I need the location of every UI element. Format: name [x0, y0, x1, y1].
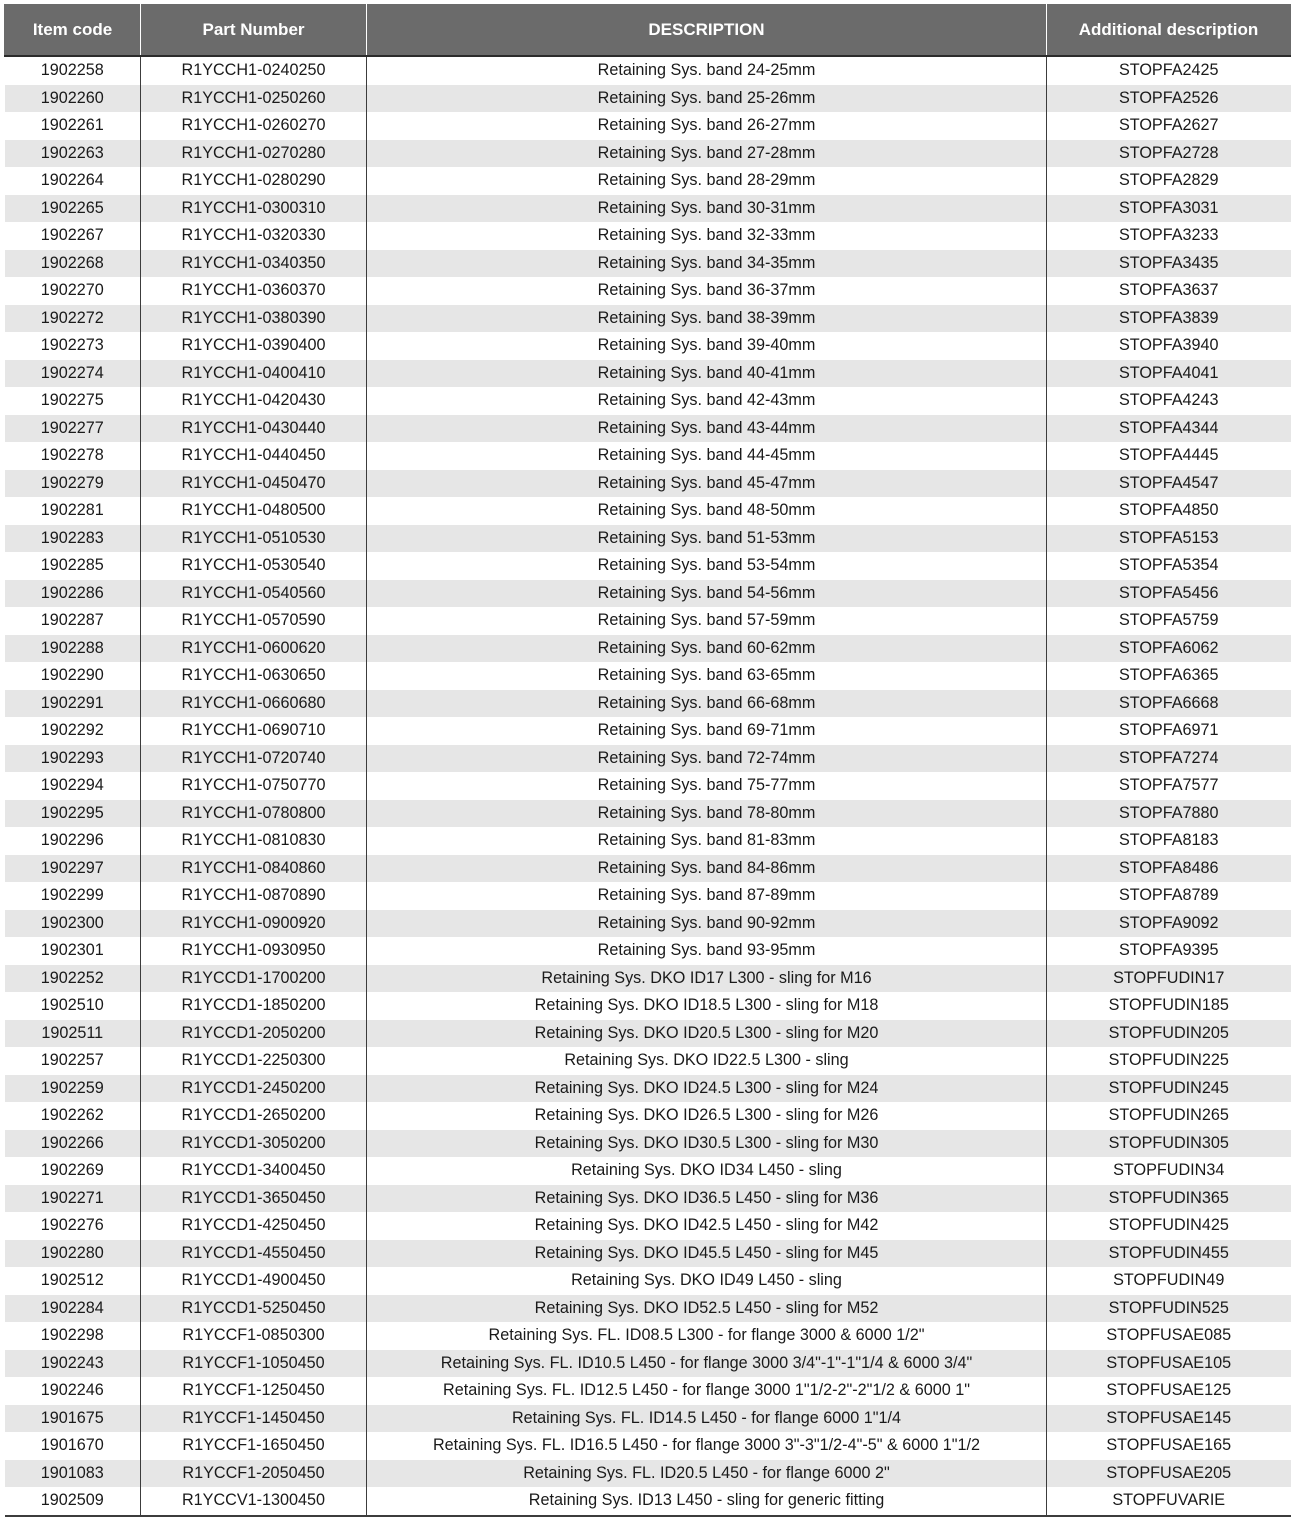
description-cell: Retaining Sys. band 60-62mm [367, 635, 1047, 663]
additional-description-cell: STOPFA3031 [1047, 195, 1291, 223]
table-row [5, 1432, 1291, 1460]
part-number-cell: R1YCCD1-4250450 [141, 1212, 367, 1240]
description-cell: Retaining Sys. DKO ID45.5 L450 - sling for M45 [367, 1240, 1047, 1268]
part-number-cell: R1YCCH1-0660680 [141, 690, 367, 718]
description-cell: Retaining Sys. band 34-35mm [367, 250, 1047, 278]
additional-description-cell: STOPFA5456 [1047, 580, 1291, 608]
table-row [5, 1487, 1291, 1516]
table-row [5, 497, 1291, 525]
parts-table [4, 4, 1291, 1517]
table-row [5, 525, 1291, 553]
part-number-cell: R1YCCH1-0630650 [141, 662, 367, 690]
item-code-cell: 1902296 [5, 827, 141, 855]
item-code-cell: 1902270 [5, 277, 141, 305]
table-row [5, 690, 1291, 718]
part-number-cell: R1YCCH1-0780800 [141, 800, 367, 828]
part-number-cell: R1YCCH1-0440450 [141, 442, 367, 470]
description-cell: Retaining Sys. FL. ID08.5 L300 - for flange 3000 & 6000 1/2" [367, 1322, 1047, 1350]
table-row [5, 85, 1291, 113]
table-row [5, 717, 1291, 745]
description-cell: Retaining Sys. band 32-33mm [367, 222, 1047, 250]
item-code-cell: 1902512 [5, 1267, 141, 1295]
description-cell: Retaining Sys. DKO ID22.5 L300 - sling [367, 1047, 1047, 1075]
table-row [5, 56, 1291, 85]
description-cell: Retaining Sys. FL. ID10.5 L450 - for flange 3000 3/4"-1"-1"1/4 & 6000 3/4" [367, 1350, 1047, 1378]
item-code-cell: 1902259 [5, 1075, 141, 1103]
header-row [5, 4, 1291, 56]
additional-description-cell: STOPFUDIN455 [1047, 1240, 1291, 1268]
additional-description-cell: STOPFA7577 [1047, 772, 1291, 800]
part-number-cell: R1YCCF1-1450450 [141, 1405, 367, 1433]
part-number-cell: R1YCCH1-0720740 [141, 745, 367, 773]
item-code-cell: 1902271 [5, 1185, 141, 1213]
item-code-cell: 1902274 [5, 360, 141, 388]
description-cell: Retaining Sys. DKO ID34 L450 - sling [367, 1157, 1047, 1185]
table-row [5, 992, 1291, 1020]
item-code-cell: 1902243 [5, 1350, 141, 1378]
item-code-cell: 1902260 [5, 85, 141, 113]
table-row [5, 305, 1291, 333]
table-row [5, 1075, 1291, 1103]
part-number-cell: R1YCCH1-0450470 [141, 470, 367, 498]
table-row [5, 222, 1291, 250]
description-cell: Retaining Sys. band 81-83mm [367, 827, 1047, 855]
additional-description-cell: STOPFA6062 [1047, 635, 1291, 663]
additional-description-cell: STOPFA7880 [1047, 800, 1291, 828]
item-code-cell: 1901675 [5, 1405, 141, 1433]
table-row [5, 937, 1291, 965]
item-code-cell: 1902284 [5, 1295, 141, 1323]
item-code-cell: 1902294 [5, 772, 141, 800]
table-row [5, 965, 1291, 993]
table-row [5, 1405, 1291, 1433]
part-number-cell: R1YCCH1-0480500 [141, 497, 367, 525]
part-number-cell: R1YCCH1-0340350 [141, 250, 367, 278]
additional-description-cell: STOPFA3435 [1047, 250, 1291, 278]
part-number-cell: R1YCCH1-0250260 [141, 85, 367, 113]
table-row [5, 800, 1291, 828]
item-code-cell: 1902263 [5, 140, 141, 168]
description-cell: Retaining Sys. DKO ID18.5 L300 - sling for M18 [367, 992, 1047, 1020]
description-cell: Retaining Sys. band 63-65mm [367, 662, 1047, 690]
additional-description-cell: STOPFUDIN225 [1047, 1047, 1291, 1075]
table-row [5, 552, 1291, 580]
additional-description-cell: STOPFA4344 [1047, 415, 1291, 443]
header-additional-description: Additional description [1047, 4, 1291, 56]
item-code-cell: 1902299 [5, 882, 141, 910]
item-code-cell: 1901083 [5, 1460, 141, 1488]
item-code-cell: 1902285 [5, 552, 141, 580]
description-cell: Retaining Sys. FL. ID16.5 L450 - for flange 3000 3"-3"1/2-4"-5" & 6000 1"1/2 [367, 1432, 1047, 1460]
item-code-cell: 1902509 [5, 1487, 141, 1516]
item-code-cell: 1902292 [5, 717, 141, 745]
part-number-cell: R1YCCD1-4550450 [141, 1240, 367, 1268]
item-code-cell: 1902280 [5, 1240, 141, 1268]
part-number-cell: R1YCCH1-0420430 [141, 387, 367, 415]
description-cell: Retaining Sys. band 53-54mm [367, 552, 1047, 580]
description-cell: Retaining Sys. band 78-80mm [367, 800, 1047, 828]
parts-table-container [4, 4, 1290, 1517]
additional-description-cell: STOPFUVARIE [1047, 1487, 1291, 1516]
part-number-cell: R1YCCF1-1650450 [141, 1432, 367, 1460]
description-cell: Retaining Sys. band 43-44mm [367, 415, 1047, 443]
description-cell: Retaining Sys. band 54-56mm [367, 580, 1047, 608]
description-cell: Retaining Sys. FL. ID20.5 L450 - for flange 6000 2" [367, 1460, 1047, 1488]
table-row [5, 607, 1291, 635]
item-code-cell: 1902267 [5, 222, 141, 250]
part-number-cell: R1YCCH1-0870890 [141, 882, 367, 910]
description-cell: Retaining Sys. band 36-37mm [367, 277, 1047, 305]
item-code-cell: 1902510 [5, 992, 141, 1020]
item-code-cell: 1902269 [5, 1157, 141, 1185]
item-code-cell: 1902297 [5, 855, 141, 883]
additional-description-cell: STOPFA3940 [1047, 332, 1291, 360]
additional-description-cell: STOPFA4445 [1047, 442, 1291, 470]
description-cell: Retaining Sys. DKO ID52.5 L450 - sling for M52 [367, 1295, 1047, 1323]
description-cell: Retaining Sys. band 27-28mm [367, 140, 1047, 168]
part-number-cell: R1YCCH1-0930950 [141, 937, 367, 965]
table-row [5, 250, 1291, 278]
description-cell: Retaining Sys. band 84-86mm [367, 855, 1047, 883]
table-row [5, 662, 1291, 690]
additional-description-cell: STOPFA3839 [1047, 305, 1291, 333]
item-code-cell: 1902277 [5, 415, 141, 443]
item-code-cell: 1902281 [5, 497, 141, 525]
item-code-cell: 1902258 [5, 56, 141, 85]
table-row [5, 1212, 1291, 1240]
additional-description-cell: STOPFUDIN49 [1047, 1267, 1291, 1295]
item-code-cell: 1902275 [5, 387, 141, 415]
part-number-cell: R1YCCH1-0390400 [141, 332, 367, 360]
additional-description-cell: STOPFA5759 [1047, 607, 1291, 635]
additional-description-cell: STOPFUDIN305 [1047, 1130, 1291, 1158]
item-code-cell: 1902288 [5, 635, 141, 663]
table-row [5, 387, 1291, 415]
item-code-cell: 1902264 [5, 167, 141, 195]
additional-description-cell: STOPFUSAE125 [1047, 1377, 1291, 1405]
description-cell: Retaining Sys. DKO ID26.5 L300 - sling for M26 [367, 1102, 1047, 1130]
additional-description-cell: STOPFA6365 [1047, 662, 1291, 690]
additional-description-cell: STOPFUDIN365 [1047, 1185, 1291, 1213]
additional-description-cell: STOPFA6668 [1047, 690, 1291, 718]
additional-description-cell: STOPFA5153 [1047, 525, 1291, 553]
table-row [5, 1047, 1291, 1075]
additional-description-cell: STOPFUDIN205 [1047, 1020, 1291, 1048]
item-code-cell: 1902246 [5, 1377, 141, 1405]
table-row [5, 1185, 1291, 1213]
part-number-cell: R1YCCD1-3400450 [141, 1157, 367, 1185]
part-number-cell: R1YCCH1-0810830 [141, 827, 367, 855]
part-number-cell: R1YCCV1-1300450 [141, 1487, 367, 1516]
part-number-cell: R1YCCH1-0240250 [141, 56, 367, 85]
additional-description-cell: STOPFA4850 [1047, 497, 1291, 525]
description-cell: Retaining Sys. FL. ID12.5 L450 - for flange 3000 1"1/2-2"-2"1/2 & 6000 1" [367, 1377, 1047, 1405]
description-cell: Retaining Sys. band 26-27mm [367, 112, 1047, 140]
table-body [5, 56, 1291, 1516]
item-code-cell: 1902266 [5, 1130, 141, 1158]
description-cell: Retaining Sys. band 39-40mm [367, 332, 1047, 360]
header-part-number: Part Number [141, 4, 367, 56]
description-cell: Retaining Sys. band 24-25mm [367, 56, 1047, 85]
table-row [5, 1377, 1291, 1405]
item-code-cell: 1902291 [5, 690, 141, 718]
part-number-cell: R1YCCH1-0600620 [141, 635, 367, 663]
part-number-cell: R1YCCD1-4900450 [141, 1267, 367, 1295]
additional-description-cell: STOPFUDIN265 [1047, 1102, 1291, 1130]
table-row [5, 1102, 1291, 1130]
description-cell: Retaining Sys. band 87-89mm [367, 882, 1047, 910]
part-number-cell: R1YCCD1-1850200 [141, 992, 367, 1020]
item-code-cell: 1902293 [5, 745, 141, 773]
table-row [5, 167, 1291, 195]
part-number-cell: R1YCCH1-0900920 [141, 910, 367, 938]
part-number-cell: R1YCCH1-0530540 [141, 552, 367, 580]
additional-description-cell: STOPFUDIN185 [1047, 992, 1291, 1020]
additional-description-cell: STOPFA8486 [1047, 855, 1291, 883]
part-number-cell: R1YCCH1-0400410 [141, 360, 367, 388]
item-code-cell: 1902295 [5, 800, 141, 828]
description-cell: Retaining Sys. band 75-77mm [367, 772, 1047, 800]
additional-description-cell: STOPFA5354 [1047, 552, 1291, 580]
part-number-cell: R1YCCH1-0840860 [141, 855, 367, 883]
table-row [5, 442, 1291, 470]
part-number-cell: R1YCCH1-0300310 [141, 195, 367, 223]
additional-description-cell: STOPFA9092 [1047, 910, 1291, 938]
item-code-cell: 1902262 [5, 1102, 141, 1130]
description-cell: Retaining Sys. band 66-68mm [367, 690, 1047, 718]
table-row [5, 1267, 1291, 1295]
item-code-cell: 1902272 [5, 305, 141, 333]
part-number-cell: R1YCCH1-0320330 [141, 222, 367, 250]
additional-description-cell: STOPFUSAE145 [1047, 1405, 1291, 1433]
description-cell: Retaining Sys. ID13 L450 - sling for generic fitting [367, 1487, 1047, 1516]
part-number-cell: R1YCCD1-2050200 [141, 1020, 367, 1048]
table-row [5, 910, 1291, 938]
table-row [5, 1460, 1291, 1488]
item-code-cell: 1902268 [5, 250, 141, 278]
additional-description-cell: STOPFUDIN525 [1047, 1295, 1291, 1323]
description-cell: Retaining Sys. band 44-45mm [367, 442, 1047, 470]
description-cell: Retaining Sys. FL. ID14.5 L450 - for flange 6000 1"1/4 [367, 1405, 1047, 1433]
item-code-cell: 1902300 [5, 910, 141, 938]
description-cell: Retaining Sys. band 48-50mm [367, 497, 1047, 525]
additional-description-cell: STOPFA3637 [1047, 277, 1291, 305]
additional-description-cell: STOPFUSAE205 [1047, 1460, 1291, 1488]
description-cell: Retaining Sys. DKO ID30.5 L300 - sling for M30 [367, 1130, 1047, 1158]
additional-description-cell: STOPFA2829 [1047, 167, 1291, 195]
description-cell: Retaining Sys. DKO ID49 L450 - sling [367, 1267, 1047, 1295]
part-number-cell: R1YCCH1-0750770 [141, 772, 367, 800]
table-row [5, 470, 1291, 498]
description-cell: Retaining Sys. band 90-92mm [367, 910, 1047, 938]
item-code-cell: 1902286 [5, 580, 141, 608]
table-row [5, 855, 1291, 883]
item-code-cell: 1902252 [5, 965, 141, 993]
description-cell: Retaining Sys. band 28-29mm [367, 167, 1047, 195]
additional-description-cell: STOPFUDIN34 [1047, 1157, 1291, 1185]
table-row [5, 1130, 1291, 1158]
additional-description-cell: STOPFA8789 [1047, 882, 1291, 910]
additional-description-cell: STOPFA2728 [1047, 140, 1291, 168]
description-cell: Retaining Sys. DKO ID20.5 L300 - sling for M20 [367, 1020, 1047, 1048]
description-cell: Retaining Sys. band 51-53mm [367, 525, 1047, 553]
additional-description-cell: STOPFUDIN425 [1047, 1212, 1291, 1240]
additional-description-cell: STOPFA4243 [1047, 387, 1291, 415]
table-row [5, 1020, 1291, 1048]
part-number-cell: R1YCCD1-3050200 [141, 1130, 367, 1158]
description-cell: Retaining Sys. band 69-71mm [367, 717, 1047, 745]
part-number-cell: R1YCCD1-2450200 [141, 1075, 367, 1103]
part-number-cell: R1YCCH1-0360370 [141, 277, 367, 305]
description-cell: Retaining Sys. DKO ID42.5 L450 - sling for M42 [367, 1212, 1047, 1240]
item-code-cell: 1902278 [5, 442, 141, 470]
additional-description-cell: STOPFA8183 [1047, 827, 1291, 855]
table-row [5, 277, 1291, 305]
additional-description-cell: STOPFUSAE085 [1047, 1322, 1291, 1350]
part-number-cell: R1YCCF1-1250450 [141, 1377, 367, 1405]
part-number-cell: R1YCCH1-0510530 [141, 525, 367, 553]
item-code-cell: 1902257 [5, 1047, 141, 1075]
additional-description-cell: STOPFA2526 [1047, 85, 1291, 113]
description-cell: Retaining Sys. band 72-74mm [367, 745, 1047, 773]
part-number-cell: R1YCCH1-0270280 [141, 140, 367, 168]
description-cell: Retaining Sys. band 57-59mm [367, 607, 1047, 635]
additional-description-cell: STOPFA4041 [1047, 360, 1291, 388]
table-row [5, 772, 1291, 800]
part-number-cell: R1YCCD1-2650200 [141, 1102, 367, 1130]
item-code-cell: 1902298 [5, 1322, 141, 1350]
part-number-cell: R1YCCH1-0540560 [141, 580, 367, 608]
description-cell: Retaining Sys. DKO ID24.5 L300 - sling for M24 [367, 1075, 1047, 1103]
part-number-cell: R1YCCF1-0850300 [141, 1322, 367, 1350]
part-number-cell: R1YCCF1-2050450 [141, 1460, 367, 1488]
part-number-cell: R1YCCH1-0380390 [141, 305, 367, 333]
part-number-cell: R1YCCD1-2250300 [141, 1047, 367, 1075]
table-row [5, 635, 1291, 663]
item-code-cell: 1902279 [5, 470, 141, 498]
item-code-cell: 1902290 [5, 662, 141, 690]
additional-description-cell: STOPFA9395 [1047, 937, 1291, 965]
table-row [5, 827, 1291, 855]
item-code-cell: 1901670 [5, 1432, 141, 1460]
additional-description-cell: STOPFA7274 [1047, 745, 1291, 773]
part-number-cell: R1YCCH1-0570590 [141, 607, 367, 635]
item-code-cell: 1902265 [5, 195, 141, 223]
description-cell: Retaining Sys. DKO ID36.5 L450 - sling for M36 [367, 1185, 1047, 1213]
table-row [5, 332, 1291, 360]
table-row [5, 1322, 1291, 1350]
additional-description-cell: STOPFA6971 [1047, 717, 1291, 745]
item-code-cell: 1902276 [5, 1212, 141, 1240]
table-row [5, 360, 1291, 388]
item-code-cell: 1902261 [5, 112, 141, 140]
item-code-cell: 1902283 [5, 525, 141, 553]
header-item-code: Item code [5, 4, 141, 56]
item-code-cell: 1902301 [5, 937, 141, 965]
description-cell: Retaining Sys. band 42-43mm [367, 387, 1047, 415]
header-description: DESCRIPTION [367, 4, 1047, 56]
additional-description-cell: STOPFA4547 [1047, 470, 1291, 498]
table-row [5, 195, 1291, 223]
part-number-cell: R1YCCD1-1700200 [141, 965, 367, 993]
table-row [5, 745, 1291, 773]
additional-description-cell: STOPFA2627 [1047, 112, 1291, 140]
table-row [5, 882, 1291, 910]
table-row [5, 580, 1291, 608]
table-header [5, 4, 1291, 56]
description-cell: Retaining Sys. band 38-39mm [367, 305, 1047, 333]
table-row [5, 140, 1291, 168]
description-cell: Retaining Sys. DKO ID17 L300 - sling for M16 [367, 965, 1047, 993]
part-number-cell: R1YCCF1-1050450 [141, 1350, 367, 1378]
additional-description-cell: STOPFUSAE105 [1047, 1350, 1291, 1378]
part-number-cell: R1YCCD1-3650450 [141, 1185, 367, 1213]
description-cell: Retaining Sys. band 25-26mm [367, 85, 1047, 113]
part-number-cell: R1YCCH1-0280290 [141, 167, 367, 195]
description-cell: Retaining Sys. band 40-41mm [367, 360, 1047, 388]
table-row [5, 112, 1291, 140]
description-cell: Retaining Sys. band 45-47mm [367, 470, 1047, 498]
table-row [5, 1350, 1291, 1378]
description-cell: Retaining Sys. band 93-95mm [367, 937, 1047, 965]
item-code-cell: 1902273 [5, 332, 141, 360]
table-row [5, 1157, 1291, 1185]
part-number-cell: R1YCCD1-5250450 [141, 1295, 367, 1323]
additional-description-cell: STOPFUDIN17 [1047, 965, 1291, 993]
part-number-cell: R1YCCH1-0690710 [141, 717, 367, 745]
item-code-cell: 1902511 [5, 1020, 141, 1048]
description-cell: Retaining Sys. band 30-31mm [367, 195, 1047, 223]
part-number-cell: R1YCCH1-0260270 [141, 112, 367, 140]
table-row [5, 415, 1291, 443]
additional-description-cell: STOPFA3233 [1047, 222, 1291, 250]
item-code-cell: 1902287 [5, 607, 141, 635]
part-number-cell: R1YCCH1-0430440 [141, 415, 367, 443]
table-row [5, 1240, 1291, 1268]
additional-description-cell: STOPFA2425 [1047, 56, 1291, 85]
table-row [5, 1295, 1291, 1323]
additional-description-cell: STOPFUDIN245 [1047, 1075, 1291, 1103]
additional-description-cell: STOPFUSAE165 [1047, 1432, 1291, 1460]
